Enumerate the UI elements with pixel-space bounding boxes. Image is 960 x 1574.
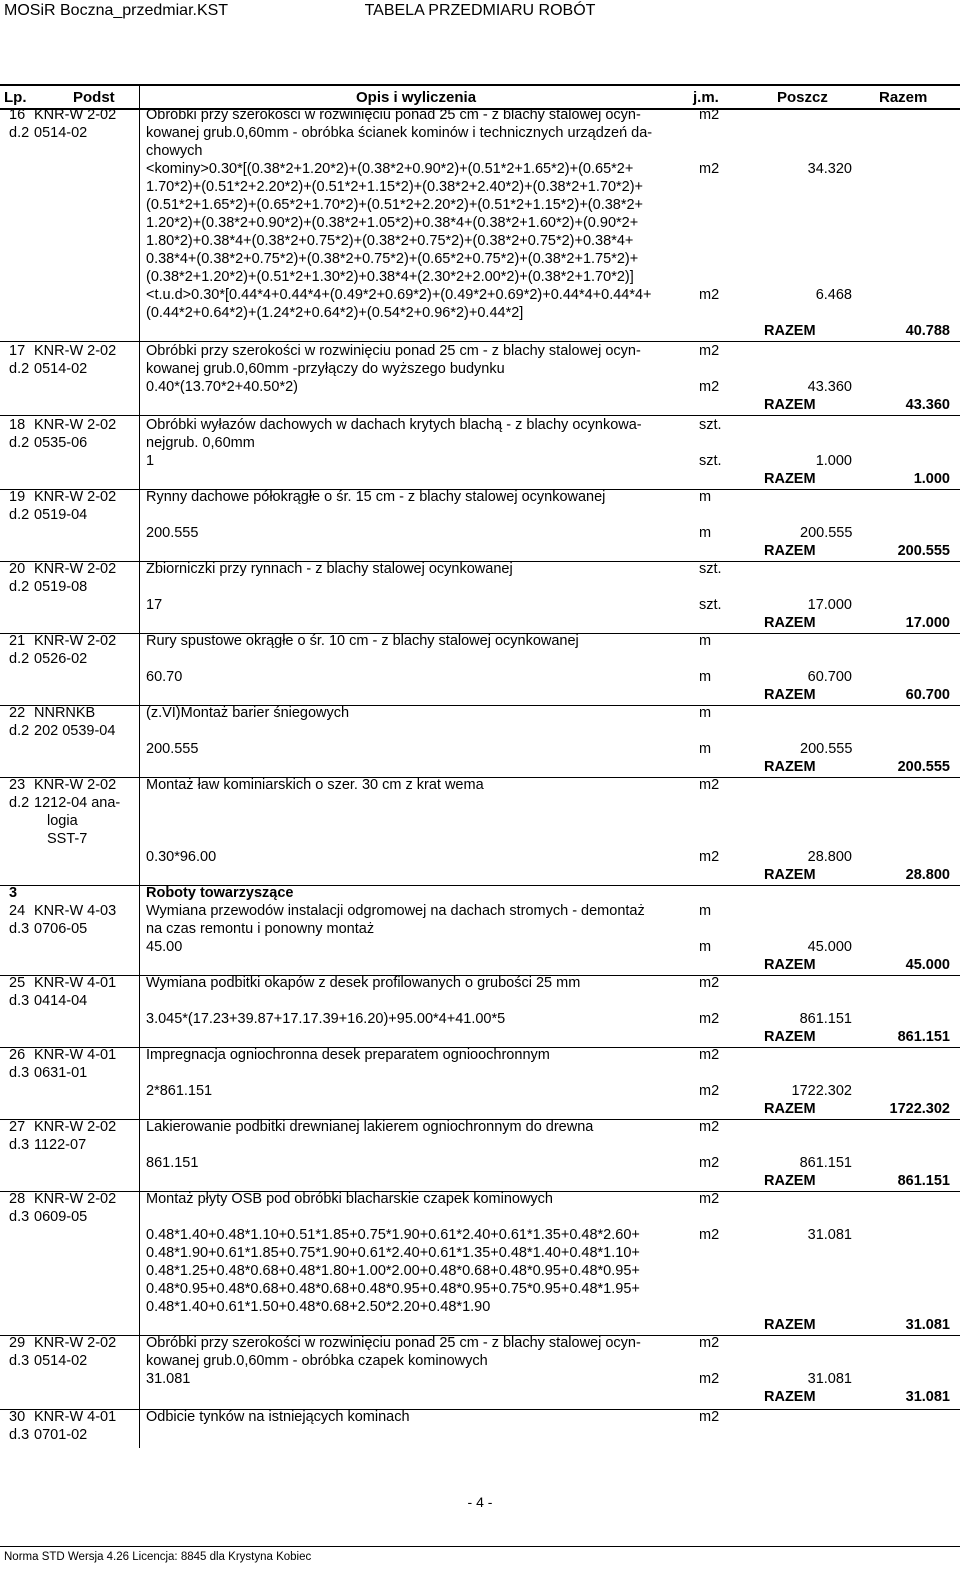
cell-text: KNR-W 2-02 (34, 343, 117, 359)
row-separator (0, 1409, 960, 1410)
cell-text: KNR-W 2-02 (34, 489, 117, 505)
row-separator (0, 705, 960, 706)
cell-text: d.2 (9, 651, 30, 667)
cell-text: szt. (699, 597, 722, 613)
row-separator (0, 885, 960, 886)
cell-text: 29 (9, 1335, 26, 1351)
cell-text: 31.081 (807, 1371, 852, 1387)
col-podst: Podst (73, 89, 115, 106)
cell-text: nejgrub. 0,60mm (146, 435, 255, 451)
cell-text: NNRNKB (34, 705, 96, 721)
cell-text: d.2 (9, 361, 30, 377)
cell-text: 200.555 (800, 741, 853, 757)
cell-text: 861.151 (897, 1173, 950, 1189)
cell-text: 60.70 (146, 669, 183, 685)
license-text: Norma STD Wersja 4.26 Licencja: 8845 dla Krystyna Kobiec (4, 1551, 312, 1563)
cell-text: 861.151 (799, 1011, 852, 1027)
cell-text: 1.70*2)+(0.51*2+2.20*2)+(0.51*2+1.15*2)+(0.38*2+2.40*2)+(0.38*2+1.70*2)+ (146, 179, 644, 195)
cell-text: 202 0539-04 (34, 723, 116, 739)
cell-text: m2 (699, 1371, 720, 1387)
cell-text: 31.081 (905, 1317, 950, 1333)
cell-text: <kominy>0.30*[(0.38*2+1.20*2)+(0.38*2+0.90*2)+(0.51*2+1.65*2)+(0.65*2+ (146, 161, 634, 177)
cell-text: m2 (699, 379, 720, 395)
cell-text: m2 (699, 1011, 720, 1027)
cell-text: m2 (699, 1335, 720, 1351)
cell-text: m (699, 489, 712, 505)
cell-text: 1212-04 ana- (34, 795, 121, 811)
cell-text: Rynny dachowe półokrągłe o śr. 15 cm - z blachy stalowej ocynkowanej (146, 489, 606, 505)
cell-text: 40.788 (905, 323, 950, 339)
cell-text: 28.800 (905, 867, 950, 883)
cell-text: KNR-W 2-02 (34, 1335, 117, 1351)
cell-text: na czas remontu i ponowny montaż (146, 921, 375, 937)
row-separator (0, 975, 960, 976)
cell-text: 27 (9, 1119, 26, 1135)
cell-text: KNR-W 4-03 (34, 903, 117, 919)
cell-text: RAZEM (764, 1173, 816, 1189)
cell-text: m (699, 705, 712, 721)
cell-text: szt. (699, 561, 722, 577)
cell-text: m2 (699, 107, 720, 123)
cell-text: KNR-W 2-02 (34, 107, 117, 123)
cell-text: kowanej grub.0,60mm -przyłączy do wyższego budynku (146, 361, 505, 377)
cell-text: m2 (699, 1409, 720, 1425)
cell-text: d.3 (9, 993, 30, 1009)
cell-text: 3 (9, 885, 18, 901)
row-separator (0, 1335, 960, 1336)
cell-text: szt. (699, 453, 722, 469)
row-separator (0, 1191, 960, 1192)
cell-text: 0701-02 (34, 1427, 88, 1443)
cell-text: KNR-W 4-01 (34, 1409, 117, 1425)
cell-text: d.2 (9, 125, 30, 141)
cell-text: RAZEM (764, 323, 816, 339)
cell-text: d.3 (9, 1427, 30, 1443)
cell-text: m2 (699, 1227, 720, 1243)
cell-text: 0.48*1.40+0.48*1.10+0.51*1.85+0.75*1.90+0.61*2.40+0.61*1.35+0.48*2.60+ (146, 1227, 640, 1243)
cell-text: 0.48*1.25+0.48*0.68+0.48*1.80+1.00*2.00+0.48*0.68+0.48*0.95+0.48*0.95+ (146, 1263, 640, 1279)
cell-text: RAZEM (764, 471, 816, 487)
cell-text: 17.000 (905, 615, 950, 631)
cell-text: 861.151 (897, 1029, 950, 1045)
cell-text: d.2 (9, 723, 30, 739)
cell-text: 1.80*2)+0.38*4+(0.38*2+0.75*2)+(0.38*2+0.75*2)+(0.38*2+0.75*2)+0.38*4+ (146, 233, 634, 249)
cell-text: 1122-07 (34, 1137, 87, 1153)
cell-text: 23 (9, 777, 26, 793)
cell-text: 16 (9, 107, 26, 123)
cell-text: 45.000 (807, 939, 852, 955)
cell-text: 0.30*96.00 (146, 849, 217, 865)
cell-text: Montaż płyty OSB pod obróbki blacharskie czapek kominowych (146, 1191, 553, 1207)
page-number: - 4 - (467, 1494, 493, 1510)
cell-text: m2 (699, 975, 720, 991)
cell-text: 17 (9, 343, 26, 359)
cell-text: m2 (699, 1083, 720, 1099)
cell-text: KNR-W 4-01 (34, 1047, 117, 1063)
cell-text: d.3 (9, 1137, 30, 1153)
cell-text: 0514-02 (34, 125, 88, 141)
cell-text: Wymiana podbitki okapów z desek profilowanych o grubości 25 mm (146, 975, 581, 991)
cell-text: m (699, 525, 712, 541)
cell-text: 0.48*0.95+0.48*0.68+0.48*0.68+0.48*0.95+0.48*0.95+0.75*0.95+0.48*1.95+ (146, 1281, 640, 1297)
cell-text: 17 (146, 597, 163, 613)
file-name: MOSiR Boczna_przedmiar.KST (4, 2, 229, 19)
col-opis: Opis i wyliczenia (356, 89, 477, 106)
cell-text: 0514-02 (34, 361, 88, 377)
cell-text: 861.151 (146, 1155, 199, 1171)
cell-text: m2 (699, 161, 720, 177)
row-separator (0, 561, 960, 562)
cell-text: 21 (9, 633, 26, 649)
cell-text: 20 (9, 561, 26, 577)
cell-text: RAZEM (764, 1389, 816, 1405)
cell-text: 24 (9, 903, 26, 919)
cell-text: Rury spustowe okrągłe o śr. 10 cm - z blachy stalowej ocynkowanej (146, 633, 579, 649)
cell-text: 31.081 (146, 1371, 191, 1387)
cell-text: KNR-W 2-02 (34, 417, 117, 433)
cell-text: 22 (9, 705, 26, 721)
cell-text: d.2 (9, 795, 30, 811)
cell-text: 200.555 (897, 543, 950, 559)
cell-text: 1722.302 (791, 1083, 852, 1099)
cell-text: 60.700 (905, 687, 950, 703)
cell-text: d.2 (9, 507, 30, 523)
cell-text: Lakierowanie podbitki drewnianej lakierem ogniochronnym do drewna (146, 1119, 594, 1135)
cell-text: logia (47, 813, 78, 829)
cell-text: 30 (9, 1409, 26, 1425)
cell-text: 0519-08 (34, 579, 88, 595)
cell-text: m2 (699, 1119, 720, 1135)
cell-text: 1 (146, 453, 155, 469)
cell-text: RAZEM (764, 1317, 816, 1333)
cell-text: KNR-W 2-02 (34, 633, 117, 649)
cell-text: RAZEM (764, 615, 816, 631)
cell-text: 43.360 (905, 397, 950, 413)
cell-text: 28 (9, 1191, 26, 1207)
cell-text: Odbicie tynków na istniejących kominach (146, 1409, 410, 1425)
cell-text: 31.081 (905, 1389, 950, 1405)
cell-text: m2 (699, 1191, 720, 1207)
cell-text: RAZEM (764, 543, 816, 559)
cell-text: (0.44*2+0.64*2)+(1.24*2+0.64*2)+(0.54*2+0.96*2)+0.44*2] (146, 305, 524, 321)
cell-text: kowanej grub.0,60mm - obróbka ścianek kominów i technicznych urządzeń da- (146, 125, 653, 141)
cell-text: m2 (699, 343, 720, 359)
cell-text: 1.000 (815, 453, 852, 469)
cell-text: d.3 (9, 1209, 30, 1225)
cell-text: 0526-02 (34, 651, 88, 667)
cell-text: RAZEM (764, 759, 816, 775)
cell-text: 200.555 (146, 741, 199, 757)
cell-text: m2 (699, 1155, 720, 1171)
col-lp: Lp. (4, 89, 27, 106)
cell-text: KNR-W 2-02 (34, 1119, 117, 1135)
cell-text: 34.320 (807, 161, 852, 177)
cell-text: chowych (146, 143, 203, 159)
cell-text: 25 (9, 975, 26, 991)
row-separator (0, 1119, 960, 1120)
cell-text: m (699, 669, 712, 685)
cell-text: 3.045*(17.23+39.87+17.17.39+16.20)+95.00*4+41.00*5 (146, 1011, 506, 1027)
cell-text: 17.000 (807, 597, 852, 613)
cell-text: m2 (699, 1047, 720, 1063)
cell-text: 26 (9, 1047, 26, 1063)
cell-text: m2 (699, 287, 720, 303)
cell-text: m2 (699, 777, 720, 793)
cell-text: m (699, 633, 712, 649)
cell-text: 28.800 (807, 849, 852, 865)
cell-text: d.3 (9, 1353, 30, 1369)
cell-text: RAZEM (764, 867, 816, 883)
cell-text: RAZEM (764, 687, 816, 703)
cell-text: d.3 (9, 1065, 30, 1081)
cell-text: 60.700 (807, 669, 852, 685)
col-poszcz: Poszcz (777, 89, 828, 106)
cell-text: SST-7 (47, 831, 88, 847)
cell-text: 0.38*4+(0.38*2+0.75*2)+(0.38*2+0.75*2)+(0.65*2+0.75*2)+(0.38*2+1.75*2)+ (146, 251, 639, 267)
document-title: TABELA PRZEDMIARU ROBÓT (364, 2, 596, 19)
cell-text: RAZEM (764, 957, 816, 973)
cell-text: Obróbki przy szerokości w rozwinięciu ponad 25 cm - z blachy stalowej ocyn- (146, 1335, 641, 1351)
col-razem: Razem (879, 89, 928, 106)
cell-text: 0514-02 (34, 1353, 88, 1369)
row-separator (0, 341, 960, 342)
cell-text: KNR-W 2-02 (34, 777, 117, 793)
cell-text: 31.081 (807, 1227, 852, 1243)
cell-text: (z.VI)Montaż barier śniegowych (146, 705, 350, 721)
cell-text: 18 (9, 417, 26, 433)
cell-text: m (699, 939, 712, 955)
cell-text: Zbiorniczki przy rynnach - z blachy stalowej ocynkowanej (146, 561, 513, 577)
cell-text: kowanej grub.0,60mm - obróbka czapek kominowych (146, 1353, 488, 1369)
cell-text: 0.48*1.90+0.61*1.85+0.75*1.90+0.61*2.40+0.61*1.35+0.48*1.40+0.48*1.10+ (146, 1245, 640, 1261)
cell-text: 200.555 (897, 759, 950, 775)
cell-text: 0535-06 (34, 435, 88, 451)
row-separator (0, 633, 960, 634)
cell-text: RAZEM (764, 397, 816, 413)
cell-text: 2*861.151 (146, 1083, 213, 1099)
cell-text: 1.000 (913, 471, 950, 487)
row-separator (0, 489, 960, 490)
cell-text: szt. (699, 417, 722, 433)
cell-text: 0519-04 (34, 507, 88, 523)
cell-text: 0631-01 (34, 1065, 88, 1081)
row-separator (0, 777, 960, 778)
cell-text: 200.555 (800, 525, 853, 541)
cell-text: (0.38*2+1.20*2)+(0.51*2+1.30*2)+0.38*4+(2.30*2+2.00*2)+(0.38*2+1.70*2)] (146, 269, 634, 285)
cell-text: d.2 (9, 579, 30, 595)
cell-text: KNR-W 2-02 (34, 1191, 117, 1207)
cell-text: 6.468 (815, 287, 852, 303)
cell-text: RAZEM (764, 1101, 816, 1117)
title-bar (0, 0, 960, 28)
cell-text: Obróbki przy szerokości w rozwinięciu ponad 25 cm - z blachy stalowej ocyn- (146, 107, 641, 123)
cell-text: m (699, 903, 712, 919)
cell-text: m (699, 741, 712, 757)
cell-text: m2 (699, 849, 720, 865)
cell-text: 0414-04 (34, 993, 88, 1009)
column-divider (139, 84, 140, 1448)
cell-text: 0.48*1.40+0.61*1.50+0.48*0.68+2.50*2.20+0.48*1.90 (146, 1299, 491, 1315)
cell-text: Impregnacja ogniochronna desek preparatem ognioochronnym (146, 1047, 550, 1063)
cell-text: 200.555 (146, 525, 199, 541)
cell-text: 19 (9, 489, 26, 505)
cell-text: Roboty towarzyszące (146, 885, 294, 901)
cell-text: 1.20*2)+(0.38*2+0.90*2)+(0.38*2+1.05*2)+0.38*4+(0.38*2+1.60*2)+(0.90*2+ (146, 215, 639, 231)
cell-text: KNR-W 4-01 (34, 975, 117, 991)
cell-text: 861.151 (799, 1155, 852, 1171)
cell-text: 45.00 (146, 939, 183, 955)
cell-text: Wymiana przewodów instalacji odgromowej na dachach stromych - demontaż (146, 903, 645, 919)
cell-text: RAZEM (764, 1029, 816, 1045)
cell-text: 0706-05 (34, 921, 88, 937)
cell-text: Obróbki przy szerokości w rozwinięciu ponad 25 cm - z blachy stalowej ocyn- (146, 343, 641, 359)
cell-text: d.2 (9, 435, 30, 451)
cell-text: <t.u.d>0.30*[0.44*4+0.44*4+(0.49*2+0.69*2)+(0.49*2+0.69*2)+0.44*4+0.44*4+ (146, 287, 652, 303)
cell-text: KNR-W 2-02 (34, 561, 117, 577)
cell-text: d.3 (9, 921, 30, 937)
cell-text: 0.40*(13.70*2+40.50*2) (146, 379, 298, 395)
cell-text: Montaż ław kominiarskich o szer. 30 cm z krat wema (146, 777, 484, 793)
cell-text: Obróbki wyłazów dachowych w dachach krytych blachą - z blachy ocynkowa- (146, 417, 642, 433)
row-separator (0, 1047, 960, 1048)
cell-text: 43.360 (807, 379, 852, 395)
cell-text: 0609-05 (34, 1209, 88, 1225)
col-jm: j.m. (693, 89, 719, 106)
cell-text: 45.000 (905, 957, 950, 973)
row-separator (0, 415, 960, 416)
cell-text: 1722.302 (889, 1101, 950, 1117)
footer-divider (0, 1546, 960, 1547)
cell-text: (0.51*2+1.65*2)+(0.65*2+1.70*2)+(0.51*2+2.20*2)+(0.51*2+1.15*2)+(0.38*2+ (146, 197, 644, 213)
